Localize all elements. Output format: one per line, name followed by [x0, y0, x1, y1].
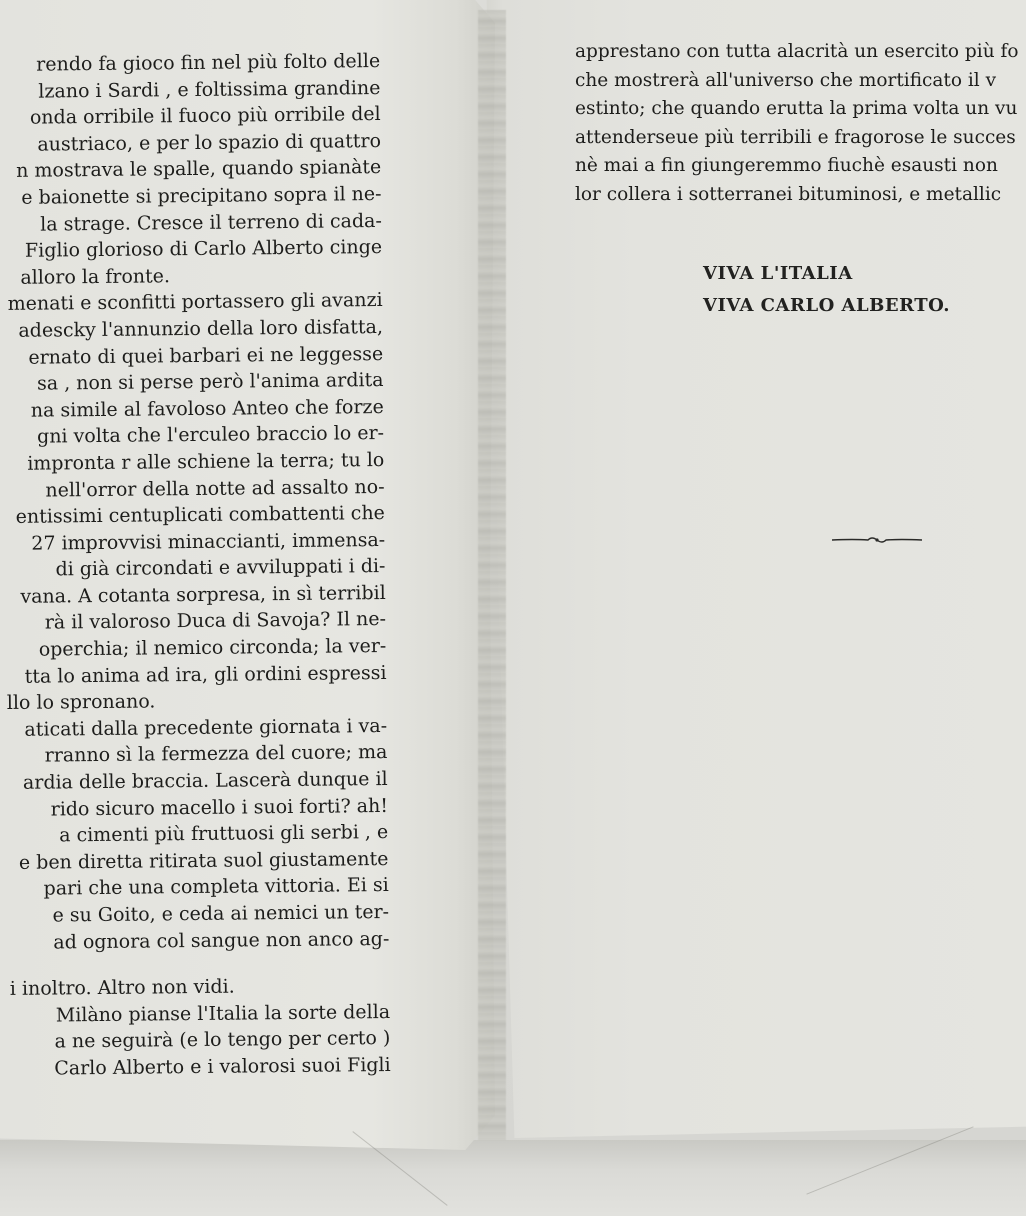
text-line: rido sicuro macello i suoi forti? ah! [50, 794, 389, 821]
text-line: Carlo Alberto e i valorosi suoi Figli [54, 1053, 391, 1080]
text-line: tta lo anima ad ira, gli ordini espressi [24, 661, 387, 688]
text-line: lor collera i sotterranei bituminosi, e metallic [575, 183, 1002, 205]
text-line: n mostrava le spalle, quando spianàte [16, 156, 382, 183]
text-line: vana. A cotanta sorpresa, in sì terribil [20, 581, 386, 608]
text-line: i inoltro. Altro non vidi. [9, 975, 235, 1001]
text-line: attenderseue più terribili e fragorose le succes [575, 126, 1016, 148]
right-page-text [575, 38, 1026, 209]
text-line: menati e sconfitti portassero gli avanzi [7, 289, 383, 316]
text-line: a cimenti più fruttuosi gli serbi , e [59, 821, 389, 847]
text-line: sa , non si perse però l'anima ardita [36, 369, 384, 395]
text-line: impronta r alle schiene la terra; tu lo [27, 448, 385, 475]
text-line: Figlio glorioso di Carlo Alberto cinge [24, 236, 383, 262]
text-line: che mostrerà all'universo che mortificato il v [575, 69, 997, 91]
text-line: 27 improvvisi minaccianti, immensa- [31, 528, 386, 555]
text-line: e baionette si precipitano sopra il ne- [21, 182, 382, 209]
text-line: e su Goito, e ceda ai nemici un ter- [52, 900, 390, 927]
text-line: di già circondati e avviluppati i di- [55, 555, 386, 581]
text-line: lzano i Sardi , e foltissima grandine [38, 76, 381, 103]
text-line: operchia; il nemico circonda; la ver- [38, 635, 387, 661]
text-line: adescky l'annunzio della loro disfatta, [18, 315, 384, 342]
left-page-text [0, 48, 391, 1082]
viva-italia-line: VIVA L'ITALIA [703, 263, 853, 284]
text-line: llo lo spronano. [6, 690, 156, 715]
text-line: estinto; che quando erutta la prima volta un vu [575, 98, 1018, 119]
text-line: na simile al favoloso Anteo che forze [30, 395, 384, 422]
text-line: a ne seguirà (e lo tengo per certo ) [54, 1027, 391, 1053]
text-line: aticati dalla precedente giornata i va- [24, 714, 388, 741]
viva-carlo-alberto-line: VIVA CARLO ALBERTO. [703, 295, 951, 316]
text-line: gni volta che l'erculeo braccio lo er- [36, 422, 385, 448]
text-line: Milàno pianse l'Italia la sorte della [55, 1000, 391, 1027]
text-line: e ben diretta ritirata suol giustamente [18, 847, 389, 874]
text-line: alloro la fronte. [20, 264, 171, 289]
text-line: la strage. Cresce il terreno di cada- [40, 209, 382, 236]
text-line: ardia delle braccia. Lascerà dunque il [22, 767, 388, 794]
text-line: pari che una completa vittoria. Ei si [43, 874, 389, 900]
text-line: rà il valoroso Duca di Savoja? Il ne- [44, 608, 387, 635]
text-line: rendo fa gioco fin nel più folto delle [36, 49, 381, 76]
table-surface [0, 1140, 1026, 1216]
text-line: entissimi centuplicati combattenti che [15, 502, 385, 528]
text-line: nè mai a fin giungeremmo fiuchè esausti non [575, 155, 998, 176]
text-line: nell'orror della notte ad assalto no- [45, 475, 385, 502]
ornament-divider-icon [832, 533, 922, 547]
text-line: ernato di quei barbari ei ne leggesse [28, 342, 384, 369]
text-line: ad ognora col sangue non anco ag- [53, 927, 390, 954]
book-gutter [478, 10, 506, 1140]
text-line: onda orribile il fuoco più orribile del [29, 103, 381, 129]
closing-acclamation [703, 258, 950, 322]
text-line: apprestano con tutta alacrità un esercito più fo [575, 41, 1019, 62]
text-line: austriaco, e per lo spazio di quattro [37, 129, 382, 156]
text-line: rranno sì la fermezza del cuore; ma [44, 741, 388, 767]
